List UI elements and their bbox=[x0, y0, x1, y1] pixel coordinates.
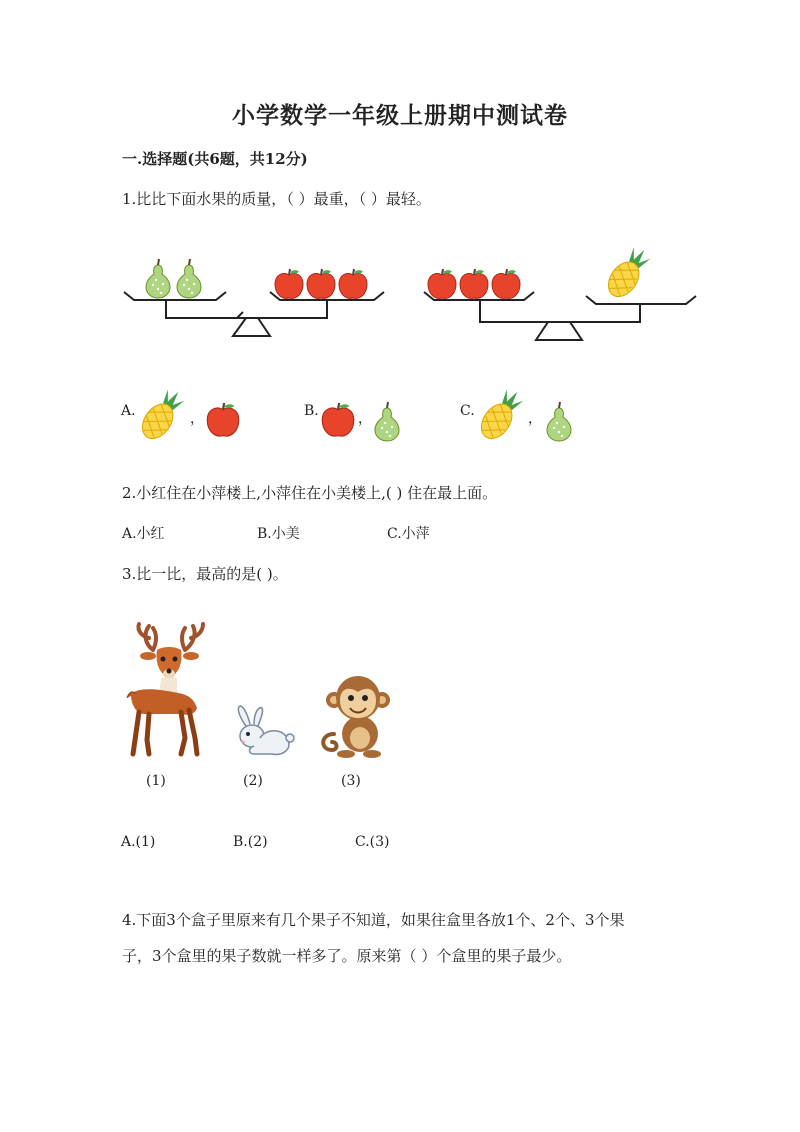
q1-option-b-comma: ， bbox=[358, 411, 372, 427]
question-4-text-line1: 4.下面3个盒子里原来有几个果子不知道，如果往盒里各放1个、2个、3个果 bbox=[122, 911, 625, 929]
apple-icon bbox=[307, 269, 335, 298]
pear-icon bbox=[146, 259, 170, 298]
monkey-icon bbox=[320, 672, 390, 758]
deer-icon bbox=[123, 622, 218, 760]
pear-icon bbox=[544, 402, 574, 442]
balance-scale-2 bbox=[420, 248, 705, 348]
q3-option-b[interactable]: B.(2) bbox=[233, 834, 268, 850]
q3-caption-2: (2) bbox=[243, 773, 263, 789]
q3-option-c[interactable]: C.(3) bbox=[355, 834, 390, 850]
apple-icon bbox=[275, 269, 303, 298]
exam-title: 小学数学一年级上册期中测试卷 bbox=[232, 102, 568, 129]
q3-caption-3: (3) bbox=[341, 773, 361, 789]
question-2-text: 2.小红住在小萍楼上,小萍住在小美楼上,( ) 住在最上面。 bbox=[122, 484, 498, 502]
question-3-text: 3.比一比，最高的是( )。 bbox=[122, 565, 288, 583]
balance-scale-1 bbox=[120, 255, 400, 345]
pear-icon bbox=[372, 402, 402, 442]
pineapple-icon bbox=[475, 388, 525, 444]
q1-option-c[interactable]: C. bbox=[460, 403, 475, 419]
apple-icon bbox=[339, 269, 367, 298]
q1-option-a-comma: ， bbox=[190, 411, 204, 427]
q1-option-a[interactable]: A. bbox=[121, 403, 136, 419]
apple-icon bbox=[492, 269, 520, 298]
apple-icon bbox=[460, 269, 488, 298]
q3-caption-1: (1) bbox=[146, 773, 166, 789]
question-4-text-line2: 子，3个盒里的果子数就一样多了。原来第（ ）个盒里的果子最少。 bbox=[122, 947, 572, 965]
pineapple-icon bbox=[136, 388, 186, 444]
pineapple-icon bbox=[602, 242, 655, 302]
apple-icon bbox=[205, 403, 241, 439]
pear-icon bbox=[177, 259, 201, 298]
q1-option-c-comma: ， bbox=[528, 411, 542, 427]
q1-option-b[interactable]: B. bbox=[304, 403, 319, 419]
q3-option-a[interactable]: A.(1) bbox=[121, 834, 156, 850]
rabbit-icon bbox=[232, 704, 294, 758]
section-heading: 一.选择题(共6题，共12分) bbox=[122, 150, 308, 168]
apple-icon bbox=[428, 269, 456, 298]
question-1-text: 1.比比下面水果的质量，（ ）最重，（ ）最轻。 bbox=[122, 190, 431, 208]
q2-option-a[interactable]: A.小红 bbox=[122, 526, 165, 542]
q2-option-b[interactable]: B.小美 bbox=[257, 526, 300, 542]
q2-option-c[interactable]: C.小萍 bbox=[387, 526, 430, 542]
apple-icon bbox=[320, 403, 356, 439]
